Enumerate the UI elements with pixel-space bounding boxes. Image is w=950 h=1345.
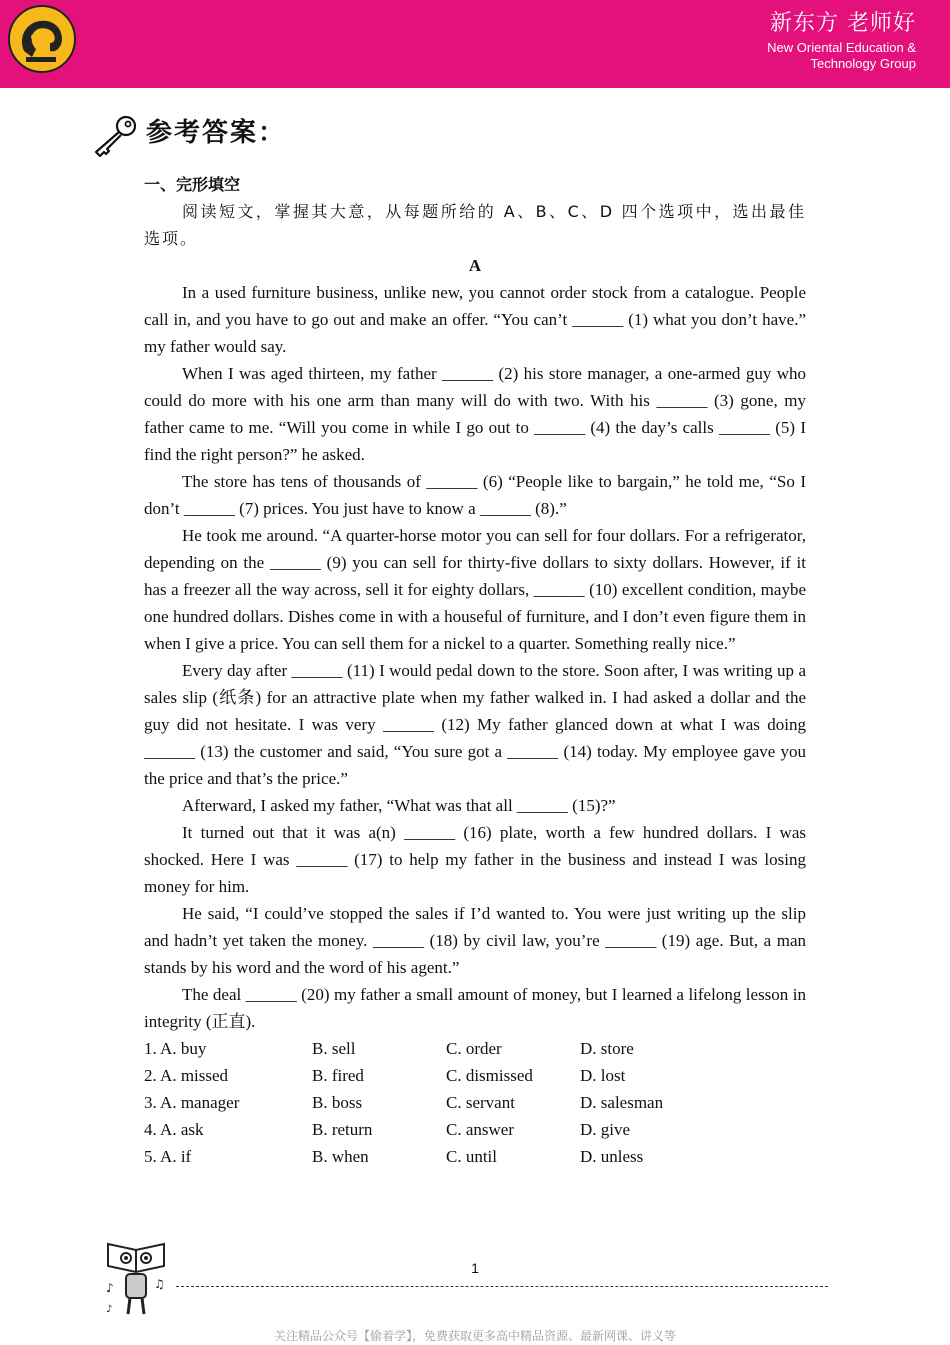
brand-name-cn: 新东方 老师好	[770, 11, 916, 36]
option-a: 5. A. if	[144, 1147, 192, 1166]
document-body	[144, 171, 806, 1170]
option-c: C. until	[446, 1147, 498, 1166]
footer-divider	[176, 1286, 828, 1287]
svg-text:♪: ♪	[106, 1281, 114, 1295]
option-d: D. lost	[580, 1066, 626, 1085]
option-row	[144, 1035, 806, 1062]
passage-label: A	[468, 256, 482, 275]
option-a: 3. A. manager	[144, 1093, 240, 1112]
page-number: 1	[471, 1260, 479, 1276]
section-instruction: 阅读短文，掌握其大意，从每题所给的 A、B、C、D 四个选项中，选出最佳选项。	[144, 202, 806, 248]
footer-note: 关注精品公众号【偷着学】，免费获取更多高中精品资源、最新网课、讲义等	[273, 1329, 676, 1343]
option-c: C. answer	[446, 1120, 514, 1139]
option-row	[144, 1116, 806, 1143]
option-c: C. order	[446, 1039, 502, 1058]
section-heading: 一、完形填空	[144, 175, 241, 194]
option-d: D. store	[580, 1039, 634, 1058]
option-b: B. return	[312, 1120, 373, 1139]
paragraph: When I was aged thirteen, my father ______ (2) his store manager, a one-armed guy who could do more with his one arm than many will do with two. With his ______ (3) gone, my father came to me. “Will you come in while I go out to ______ (4) the day’s calls ______ (5) I find the right person?” he asked.	[144, 364, 806, 464]
paragraph: Afterward, I asked my father, “What was that all ______ (15)?”	[182, 796, 616, 815]
page-header	[0, 0, 950, 88]
option-row	[144, 1143, 806, 1170]
option-b: B. sell	[312, 1039, 356, 1058]
option-c: C. servant	[446, 1093, 515, 1112]
option-a: 1. A. buy	[144, 1039, 207, 1058]
paragraph: He took me around. “A quarter-horse motor you can sell for four dollars. For a refrigerator, depending on the ______ (9) you can sell for thirty-five dollars to sixty dollars. However, if it has a freezer all the way across, sell it for eighty dollars, ______ (10) excellent condition, maybe one hundred dollars. Dishes come in with a houseful of furniture, and I don’t even figure them in when I give a price. You can sell them for a nickel to a quarter. Something really nice.”	[144, 526, 806, 653]
option-d: D. salesman	[580, 1093, 664, 1112]
paragraph: Every day after ______ (11) I would pedal down to the store. Soon after, I was writing up a sales slip (纸条) for an attractive plate when my father walked in. I had asked a dollar and the guy did not hesitate. I was very ______ (12) My father glanced down at what I was doing ______ (13) the customer and said, “You sure got a ______ (14) today. My employee gave you the price and that’s the price.”	[144, 661, 806, 788]
option-row	[144, 1062, 806, 1089]
brand-en-line1: New Oriental Education &	[767, 40, 916, 55]
option-a: 4. A. ask	[144, 1120, 204, 1139]
option-row	[144, 1089, 806, 1116]
option-a: 2. A. missed	[144, 1066, 229, 1085]
option-d: D. give	[580, 1120, 631, 1139]
brand-en-line2: Technology Group	[810, 56, 916, 71]
option-b: B. boss	[312, 1093, 363, 1112]
key-icon	[90, 112, 140, 160]
option-c: C. dismissed	[446, 1066, 533, 1085]
option-d: D. unless	[580, 1147, 644, 1166]
paragraph: The store has tens of thousands of ______ (6) “People like to bargain,” he told me, “So I don’t ______ (7) prices. You just have to know a ______ (8).”	[144, 472, 806, 518]
svg-text:♫: ♫	[154, 1277, 165, 1291]
paragraph: It turned out that it was a(n) ______ (16) plate, worth a few hundred dollars. I was shocked. Here I was ______ (17) to help my father in the business and instead I was losing money for him.	[144, 823, 806, 896]
answers-title: 参考答案：	[146, 118, 287, 148]
options-list	[144, 1035, 806, 1170]
answers-title-block	[90, 112, 390, 160]
paragraph: He said, “I could’ve stopped the sales if I’d wanted to. You were just writing up the slip and hadn’t yet taken the money. ______ (18) by civil law, you’re ______ (19) age. But, a man stands by his word and the word of his agent.”	[144, 904, 806, 977]
brand-name-en	[767, 40, 916, 72]
option-b: B. fired	[312, 1066, 364, 1085]
reading-mascot-icon	[104, 1240, 170, 1320]
svg-text:♪: ♪	[106, 1304, 113, 1315]
paragraph: In a used furniture business, unlike new, you cannot order stock from a catalogue. People call in, and you have to go out and make an offer. “You can’t ______ (1) what you don’t have.” my father would say.	[144, 283, 806, 356]
paragraph: The deal ______ (20) my father a small amount of money, but I learned a lifelong lesson in integrity (正直).	[144, 985, 806, 1031]
logo-icon	[8, 5, 76, 73]
option-b: B. when	[312, 1147, 369, 1166]
